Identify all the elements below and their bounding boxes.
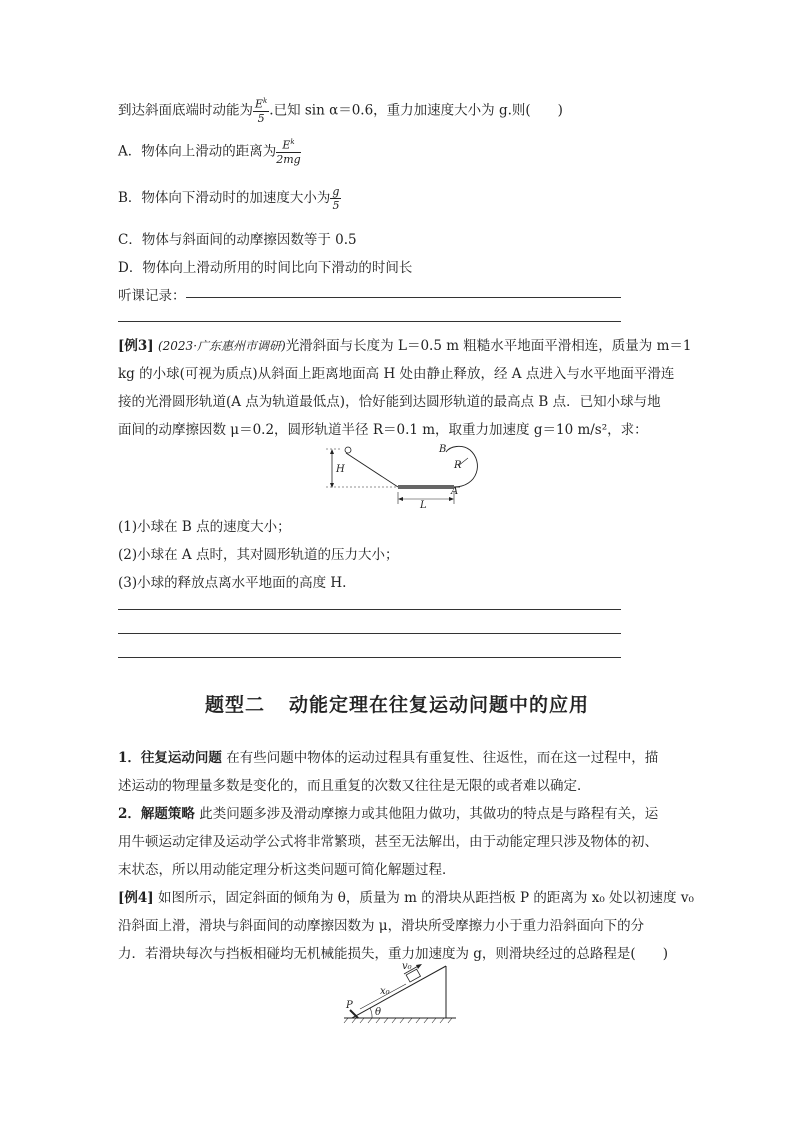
notes-label: 听课记录：: [118, 288, 186, 304]
answer-line: [118, 609, 621, 610]
v0-arrowhead: [416, 964, 422, 969]
x0-label: x₀: [380, 986, 390, 997]
answer-line: [118, 657, 621, 658]
point-1-head: 1．往复运动问题: [118, 750, 222, 766]
example3-line3: 接的光滑圆形轨道(A 点为轨道最低点)，恰好能到达圆形轨道的最高点 B 点．已知小球与地: [118, 394, 661, 410]
intro-line: [118, 98, 563, 124]
example4-line2: 沿斜面上滑，滑块与斜面间的动摩擦因数为 μ，滑块所受摩擦力小于重力沿斜面向下的分: [118, 918, 645, 934]
h-arrow-top: [330, 449, 334, 454]
rough-ground: [398, 485, 454, 489]
option-b-fraction: $\frac{g}{5}$: [332, 185, 340, 212]
l-label: L: [420, 500, 427, 510]
ek-over-5-fraction: $\frac{E^k}{5}$: [255, 97, 268, 125]
example3-tag: [例3]: [118, 338, 154, 354]
incline-surface: [352, 966, 446, 1018]
r-label: R: [454, 460, 462, 471]
l-arrow-right: [449, 497, 454, 501]
notes-line: [118, 321, 621, 322]
answer-line: [118, 633, 621, 634]
ground-hatching: [344, 1018, 452, 1023]
section-number: 题型二: [204, 694, 265, 716]
option-a-fraction: $\frac{E^k}{2mg}$: [276, 138, 301, 166]
example4-tag: [例4]: [118, 890, 154, 906]
point-2-head: 2．解题策略: [118, 806, 195, 822]
l-arrow-left: [398, 497, 403, 501]
point-2-line2: 用牛顿运动定律及运动学公式将非常繁琐，甚至无法解出，由于动能定理只涉及物体的初、: [118, 834, 658, 850]
question-3: (3)小球的释放点离水平地面的高度 H.: [118, 575, 347, 591]
section-title: 动能定理在往复运动问题中的应用: [289, 694, 590, 716]
example4-line3: 力．若滑块每次与挡板相碰均无机械能损失，重力加速度为 g，则滑块经过的总路程是( ): [118, 946, 668, 962]
section-heading: [0, 690, 794, 717]
circular-track: [446, 446, 477, 487]
point-1-line2: 述运动的物理量多数是变化的，而且重复的次数又往往是无限的或者难以确定．: [118, 778, 591, 794]
example4-line1: [例4] 如图所示，固定斜面的倾角为 θ，质量为 m 的滑块从距挡板 P 的距离为 x₀ 处以初速度 v₀: [118, 890, 694, 906]
option-a: A．物体向上滑动的距离为 $\frac{E^k}{2mg}$: [118, 138, 301, 166]
example3-line2: kg 的小球(可视为质点)从斜面上距离地面高 H 处由静止释放，经 A 点进入与水平地面平滑连: [118, 366, 675, 382]
example3-source: (2023·广东惠州市调研): [157, 339, 286, 353]
h-label: H: [336, 464, 345, 475]
question-2: (2)小球在 A 点时，其对圆形轨道的压力大小；: [118, 547, 399, 563]
point-2-line1: 2．解题策略 此类问题多涉及滑动摩擦力或其他阻力做功，其做功的特点是与路程有关，运: [118, 806, 659, 822]
v0-label: v₀: [402, 961, 412, 972]
intro-pre: 到达斜面底端时动能为: [118, 102, 253, 119]
option-d: D．物体向上滑动所用的时间比向下滑动的时间长: [118, 260, 413, 276]
example3-line1: [例3] (2023·广东惠州市调研)光滑斜面与长度为 L＝0.5 m 粗糙水平地面平滑相连，质量为 m＝1: [118, 338, 692, 354]
incline-surface: [346, 453, 398, 487]
a-point-label: A: [451, 486, 459, 497]
incline-loop-diagram: [318, 442, 488, 510]
p-label: P: [346, 1000, 353, 1011]
notes-line: [186, 297, 621, 298]
intro-post: .已知 sin α＝0.6，重力加速度大小为 g.则( ): [269, 102, 563, 119]
theta-arc: [370, 1008, 372, 1018]
ball: [345, 447, 351, 453]
incline-block-diagram: [338, 960, 462, 1026]
theta-label: θ: [375, 1007, 382, 1018]
b-point-label: B: [439, 444, 447, 455]
point-2-line3: 末状态，所以用动能定理分析这类问题可简化解题过程．: [118, 862, 456, 878]
question-1: (1)小球在 B 点的速度大小；: [118, 519, 291, 535]
point-1-line1: 1．往复运动问题 在有些问题中物体的运动过程具有重复性、往返性，而在这一过程中，描: [118, 750, 659, 766]
option-b: B．物体向下滑动时的加速度大小为 $\frac{g}{5}$: [118, 185, 340, 212]
example3-line4: 面间的动摩擦因数 μ＝0.2，圆形轨道半径 R＝0.1 m，取重力加速度 g＝10 m/s²，求：: [118, 422, 648, 438]
option-c: C．物体与斜面间的动摩擦因数等于 0.5: [118, 232, 357, 248]
